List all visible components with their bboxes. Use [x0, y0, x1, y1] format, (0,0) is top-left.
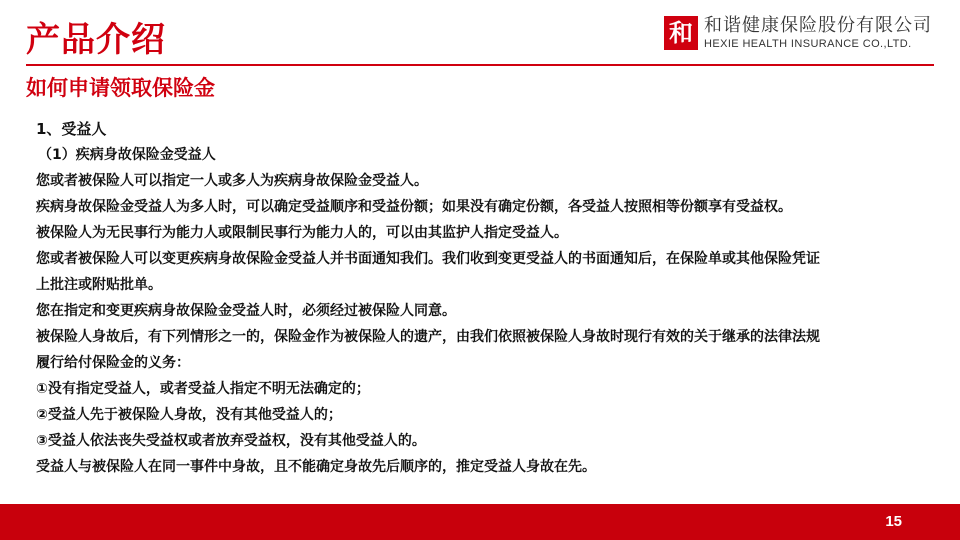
body-line: 您在指定和变更疾病身故保险金受益人时，必须经过被保险人同意。 — [36, 303, 456, 319]
body-line: ②受益人先于被保险人身故，没有其他受益人的； — [36, 407, 342, 423]
page-title: 产品介绍 — [26, 20, 166, 60]
body-line: 上批注或附贴批单。 — [36, 277, 162, 293]
body-line: 您或者被保险人可以指定一人或多人为疾病身故保险金受益人。 — [36, 173, 428, 189]
footer-bar — [0, 504, 960, 540]
body-line: 疾病身故保险金受益人为多人时，可以确定受益顺序和受益份额；如果没有确定份额，各受益人按照相等份额享有受益权。 — [36, 199, 792, 215]
body-line: 受益人与被保险人在同一事件中身故，且不能确定身故先后顺序的，推定受益人身故在先。 — [36, 459, 596, 475]
body-line: 被保险人为无民事行为能力人或限制民事行为能力人的，可以由其监护人指定受益人。 — [36, 225, 568, 241]
body-line: ①没有指定受益人，或者受益人指定不明无法确定的； — [36, 381, 370, 397]
company-name-en: HEXIE HEALTH INSURANCE CO.,LTD. — [704, 38, 912, 50]
logo-mark-icon: 和 — [664, 16, 698, 50]
section-title: 1、受益人 — [36, 120, 107, 138]
header-divider — [26, 64, 934, 66]
company-name-cn: 和谐健康保险股份有限公司 — [704, 15, 932, 36]
body-line: 被保险人身故后，有下列情形之一的，保险金作为被保险人的遗产，由我们依照被保险人身故时现行有效的关于继承的法律法规 — [36, 329, 820, 345]
body-line: 您或者被保险人可以变更疾病身故保险金受益人并书面通知我们。我们收到变更受益人的书面通知后，在保险单或其他保险凭证 — [36, 251, 820, 267]
body-line: ③受益人依法丧失受益权或者放弃受益权，没有其他受益人的。 — [36, 433, 426, 449]
page-number: 15 — [885, 513, 902, 530]
body-line: 履行给付保险金的义务： — [36, 355, 190, 371]
page-subtitle: 如何申请领取保险金 — [26, 76, 215, 100]
content-body — [36, 116, 936, 480]
company-logo — [664, 15, 944, 55]
subsection-title: （1）疾病身故保险金受益人 — [38, 147, 216, 163]
